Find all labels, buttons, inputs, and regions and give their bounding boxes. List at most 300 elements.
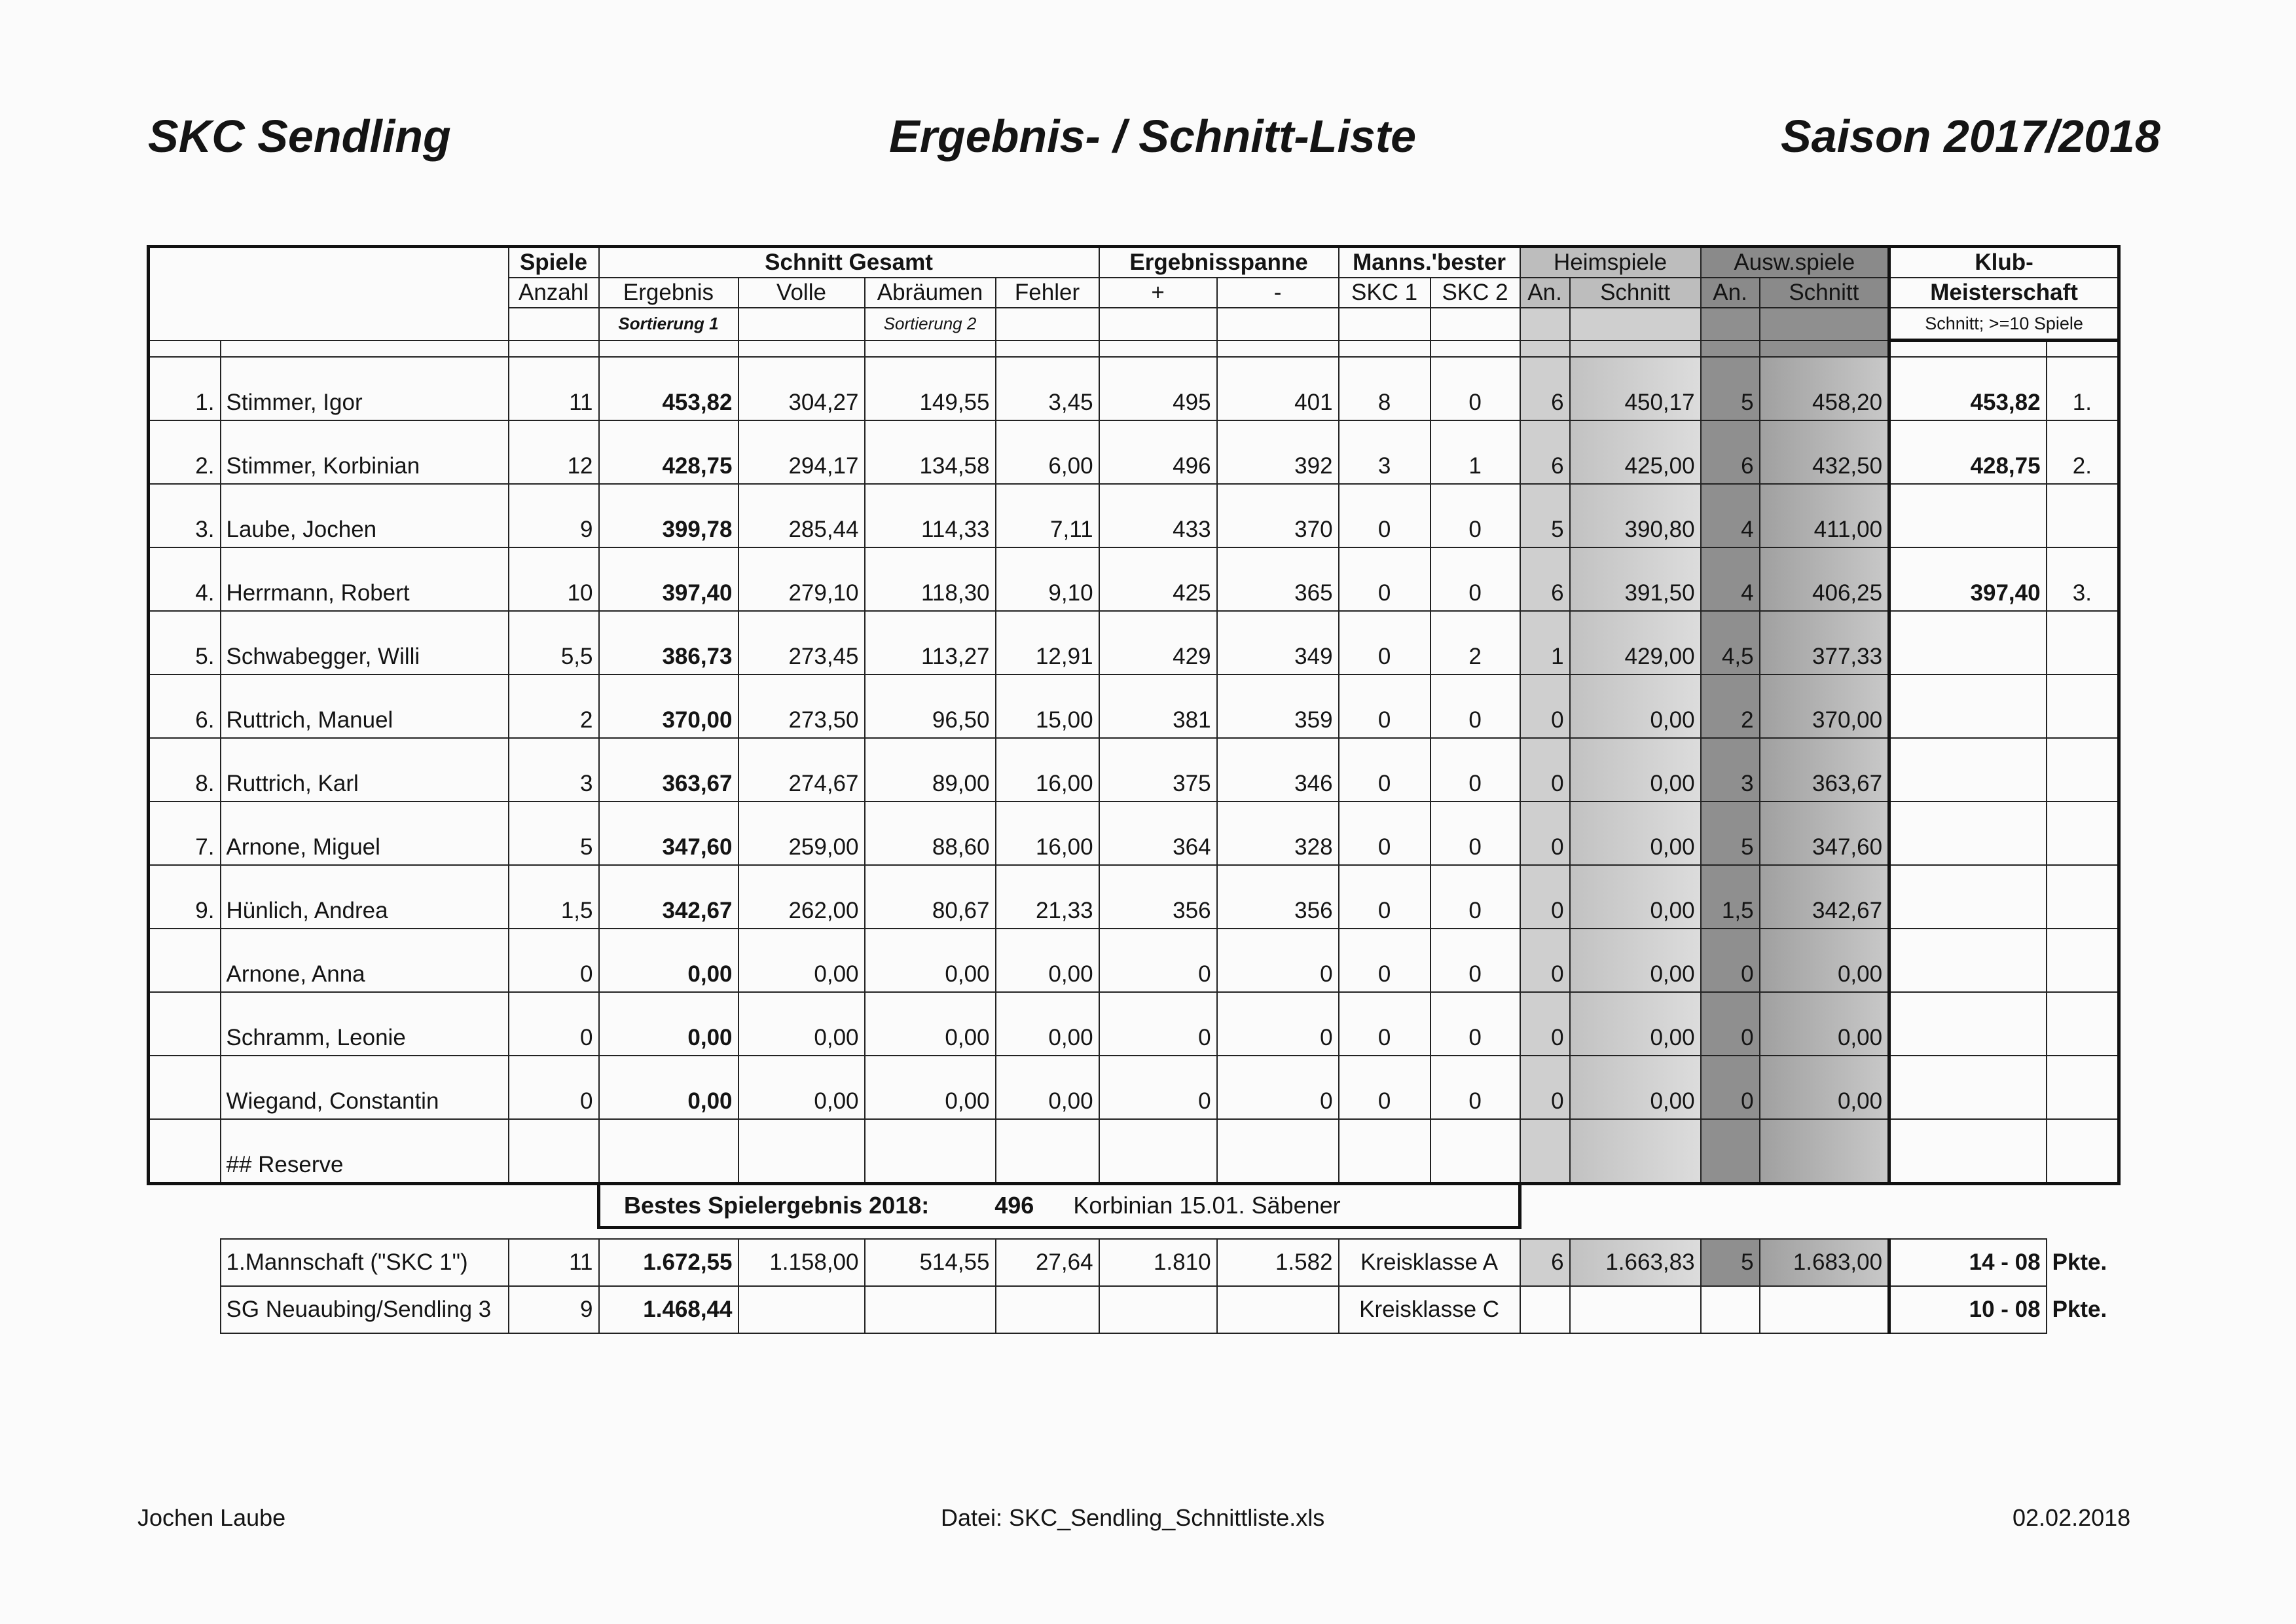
player-skc2: 0 — [1430, 802, 1520, 865]
empty-cell — [1520, 1184, 1570, 1228]
player-heim-an: 6 — [1520, 547, 1570, 611]
player-klub-schnitt — [1889, 929, 2047, 992]
player-spiele: 0 — [509, 992, 599, 1056]
empty-cell — [149, 1184, 221, 1228]
player-name: Schwabegger, Willi — [221, 611, 509, 674]
player-plus: 433 — [1099, 484, 1217, 547]
player-ergebnis: 0,00 — [599, 992, 738, 1056]
footer-author: Jochen Laube — [137, 1504, 286, 1531]
spacer-cell — [1570, 1228, 1701, 1240]
empty-cell — [1520, 1119, 1570, 1184]
player-ausw-an: 2 — [1701, 674, 1760, 738]
sub-skc1: SKC 1 — [1339, 278, 1430, 308]
player-rank: 8. — [149, 738, 221, 802]
player-klub-rang: 3. — [2047, 547, 2119, 611]
footer-file: Datei: SKC_Sendling_Schnittliste.xls — [941, 1504, 1325, 1531]
player-heim-schnitt: 0,00 — [1570, 802, 1701, 865]
player-name: Arnone, Miguel — [221, 802, 509, 865]
player-ergebnis: 0,00 — [599, 929, 738, 992]
player-skc1: 0 — [1339, 547, 1430, 611]
player-minus: 346 — [1217, 738, 1339, 802]
player-ausw-schnitt: 432,50 — [1760, 420, 1889, 484]
team-fehler — [996, 1286, 1099, 1333]
player-abraeumen: 0,00 — [865, 929, 996, 992]
spacer-cell — [1339, 1228, 1430, 1240]
sub-volle: Volle — [738, 278, 865, 308]
player-ausw-an: 6 — [1701, 420, 1760, 484]
player-heim-an: 1 — [1520, 611, 1570, 674]
player-abraeumen: 134,58 — [865, 420, 996, 484]
team-name: SG Neuaubing/Sendling 3 — [221, 1286, 509, 1333]
team-liga: Kreisklasse A — [1339, 1239, 1520, 1286]
player-klub-rang — [2047, 611, 2119, 674]
spacer-cell — [865, 341, 996, 358]
player-plus: 0 — [1099, 929, 1217, 992]
player-ausw-schnitt: 0,00 — [1760, 1056, 1889, 1119]
player-klub-rang: 1. — [2047, 357, 2119, 420]
best-value: 496 — [994, 1192, 1034, 1219]
empty-cell — [1889, 1184, 2047, 1228]
team-ausw-schnitt — [1760, 1286, 1889, 1333]
team-ergebnis: 1.468,44 — [599, 1286, 738, 1333]
player-ergebnis: 0,00 — [599, 1056, 738, 1119]
spacer-cell — [1099, 341, 1217, 358]
player-minus: 0 — [1217, 929, 1339, 992]
best-label: Bestes Spielergebnis 2018: — [624, 1192, 930, 1219]
player-skc1: 0 — [1339, 484, 1430, 547]
player-rank: 4. — [149, 547, 221, 611]
player-ausw-an: 0 — [1701, 929, 1760, 992]
player-row — [149, 738, 2119, 802]
player-ausw-schnitt: 406,25 — [1760, 547, 1889, 611]
team-pkte-label: Pkte. — [2052, 1297, 2107, 1322]
player-heim-schnitt: 429,00 — [1570, 611, 1701, 674]
klub-note: Schnitt; >=10 Spiele — [1889, 308, 2119, 341]
player-row — [149, 484, 2119, 547]
player-fehler: 7,11 — [996, 484, 1099, 547]
spacer-cell — [1339, 341, 1430, 358]
empty-cell — [1099, 1119, 1217, 1184]
group-schnitt-gesamt: Schnitt Gesamt — [599, 247, 1099, 278]
player-row — [149, 420, 2119, 484]
player-ausw-schnitt: 347,60 — [1760, 802, 1889, 865]
player-spiele: 10 — [509, 547, 599, 611]
empty-cell — [509, 308, 599, 341]
player-spiele: 5,5 — [509, 611, 599, 674]
player-fehler: 21,33 — [996, 865, 1099, 929]
empty-cell — [221, 1184, 509, 1228]
player-ergebnis: 428,75 — [599, 420, 738, 484]
empty-cell — [509, 1184, 599, 1228]
empty-cell — [996, 1119, 1099, 1184]
empty-cell — [1217, 1119, 1339, 1184]
player-fehler: 0,00 — [996, 929, 1099, 992]
best-detail: Korbinian 15.01. Säbener — [1073, 1192, 1341, 1219]
sub-meisterschaft: Meisterschaft — [1889, 278, 2119, 308]
player-ausw-an: 4 — [1701, 484, 1760, 547]
team-heim-schnitt: 1.663,83 — [1570, 1239, 1701, 1286]
player-spiele: 0 — [509, 929, 599, 992]
player-klub-schnitt — [1889, 484, 2047, 547]
team-minus — [1217, 1286, 1339, 1333]
player-volle: 273,45 — [738, 611, 865, 674]
spacer-cell — [2047, 341, 2119, 358]
player-minus: 356 — [1217, 865, 1339, 929]
spacer-cell — [1570, 341, 1701, 358]
spacer-cell — [1099, 1228, 1217, 1240]
player-minus: 365 — [1217, 547, 1339, 611]
player-minus: 0 — [1217, 992, 1339, 1056]
player-row — [149, 1056, 2119, 1119]
player-skc2: 0 — [1430, 1056, 1520, 1119]
spacer-cell — [1760, 1228, 1889, 1240]
player-heim-schnitt: 0,00 — [1570, 992, 1701, 1056]
player-minus: 349 — [1217, 611, 1339, 674]
spacer-cell — [221, 341, 509, 358]
player-name: Stimmer, Igor — [221, 357, 509, 420]
player-volle: 273,50 — [738, 674, 865, 738]
player-plus: 0 — [1099, 1056, 1217, 1119]
spacer-cell — [599, 1228, 738, 1240]
group-mannsbester: Manns.'bester — [1339, 247, 1520, 278]
player-klub-rang — [2047, 484, 2119, 547]
player-skc1: 8 — [1339, 357, 1430, 420]
player-fehler: 0,00 — [996, 992, 1099, 1056]
player-minus: 392 — [1217, 420, 1339, 484]
player-ergebnis: 342,67 — [599, 865, 738, 929]
spacer-cell — [996, 341, 1099, 358]
team-heim-schnitt — [1570, 1286, 1701, 1333]
player-minus: 370 — [1217, 484, 1339, 547]
player-abraeumen: 80,67 — [865, 865, 996, 929]
empty-cell — [1701, 1184, 1760, 1228]
player-plus: 356 — [1099, 865, 1217, 929]
sub-heim-schnitt: Schnitt — [1570, 278, 1701, 308]
team-pkte-label: Pkte. — [2052, 1249, 2107, 1275]
player-spiele: 11 — [509, 357, 599, 420]
sub-anzahl: Anzahl — [509, 278, 599, 308]
spacer-cell — [1520, 341, 1570, 358]
player-klub-schnitt: 397,40 — [1889, 547, 2047, 611]
spacer-cell — [509, 1228, 599, 1240]
player-ausw-an: 4,5 — [1701, 611, 1760, 674]
player-volle: 279,10 — [738, 547, 865, 611]
club-name: SKC Sendling — [148, 111, 451, 162]
player-fehler: 16,00 — [996, 802, 1099, 865]
player-klub-rang — [2047, 802, 2119, 865]
player-rank — [149, 929, 221, 992]
season-label: Saison 2017/2018 — [1781, 111, 2160, 162]
player-ausw-schnitt: 363,67 — [1760, 738, 1889, 802]
player-ergebnis: 347,60 — [599, 802, 738, 865]
empty-cell — [1430, 1119, 1520, 1184]
player-row — [149, 611, 2119, 674]
player-spiele: 9 — [509, 484, 599, 547]
empty-cell — [1520, 308, 1570, 341]
player-ergebnis: 399,78 — [599, 484, 738, 547]
spacer-cell — [1701, 1228, 1760, 1240]
empty-cell — [996, 308, 1099, 341]
spacer-cell — [738, 341, 865, 358]
player-rank — [149, 1056, 221, 1119]
sub-fehler: Fehler — [996, 278, 1099, 308]
player-klub-schnitt — [1889, 802, 2047, 865]
player-klub-rang — [2047, 738, 2119, 802]
player-ausw-an: 3 — [1701, 738, 1760, 802]
player-rank — [149, 992, 221, 1056]
player-heim-schnitt: 0,00 — [1570, 865, 1701, 929]
spacer-cell — [865, 1228, 996, 1240]
player-skc2: 0 — [1430, 547, 1520, 611]
group-spiele: Spiele — [509, 247, 599, 278]
player-volle: 0,00 — [738, 992, 865, 1056]
corner-cell — [149, 247, 509, 341]
player-row — [149, 992, 2119, 1056]
player-skc1: 0 — [1339, 992, 1430, 1056]
player-row — [149, 802, 2119, 865]
player-skc1: 0 — [1339, 738, 1430, 802]
player-klub-schnitt — [1889, 674, 2047, 738]
empty-cell — [1760, 1119, 1889, 1184]
player-fehler: 6,00 — [996, 420, 1099, 484]
player-name: Schramm, Leonie — [221, 992, 509, 1056]
player-abraeumen: 88,60 — [865, 802, 996, 865]
player-name: Wiegand, Constantin — [221, 1056, 509, 1119]
empty-cell — [1217, 308, 1339, 341]
player-row — [149, 357, 2119, 420]
player-skc2: 0 — [1430, 738, 1520, 802]
player-skc2: 0 — [1430, 992, 1520, 1056]
player-ausw-an: 5 — [1701, 802, 1760, 865]
player-abraeumen: 118,30 — [865, 547, 996, 611]
player-spiele: 0 — [509, 1056, 599, 1119]
sub-heim-an: An. — [1520, 278, 1570, 308]
empty-cell — [149, 1286, 221, 1333]
player-heim-an: 0 — [1520, 865, 1570, 929]
player-spiele: 2 — [509, 674, 599, 738]
player-name: Ruttrich, Manuel — [221, 674, 509, 738]
player-klub-schnitt — [1889, 1056, 2047, 1119]
group-heimspiele: Heimspiele — [1520, 247, 1701, 278]
player-spiele: 3 — [509, 738, 599, 802]
player-name: Hünlich, Andrea — [221, 865, 509, 929]
player-abraeumen: 89,00 — [865, 738, 996, 802]
spacer-cell — [149, 1228, 221, 1240]
empty-cell — [1570, 1119, 1701, 1184]
player-ausw-schnitt: 370,00 — [1760, 674, 1889, 738]
team-ausw-an — [1701, 1286, 1760, 1333]
player-skc2: 0 — [1430, 357, 1520, 420]
team-row — [149, 1286, 2119, 1333]
player-plus: 364 — [1099, 802, 1217, 865]
player-spiele: 5 — [509, 802, 599, 865]
team-name: 1.Mannschaft ("SKC 1") — [221, 1239, 509, 1286]
empty-cell — [1570, 1184, 1701, 1228]
empty-cell — [149, 1119, 221, 1184]
team-volle: 1.158,00 — [738, 1239, 865, 1286]
empty-cell — [1760, 1184, 1889, 1228]
player-klub-rang: 2. — [2047, 420, 2119, 484]
player-heim-an: 6 — [1520, 357, 1570, 420]
player-minus: 359 — [1217, 674, 1339, 738]
sort-label-1: Sortierung 1 — [599, 308, 738, 341]
player-plus: 425 — [1099, 547, 1217, 611]
player-fehler: 9,10 — [996, 547, 1099, 611]
spacer-cell — [1889, 1228, 2047, 1240]
team-ergebnis: 1.672,55 — [599, 1239, 738, 1286]
player-row — [149, 929, 2119, 992]
empty-cell — [2047, 1184, 2119, 1228]
team-spiele: 9 — [509, 1286, 599, 1333]
player-minus: 401 — [1217, 357, 1339, 420]
player-name: Herrmann, Robert — [221, 547, 509, 611]
empty-cell — [1430, 308, 1520, 341]
player-heim-schnitt: 0,00 — [1570, 738, 1701, 802]
spacer-cell — [221, 1228, 509, 1240]
player-heim-schnitt: 0,00 — [1570, 1056, 1701, 1119]
player-name: Stimmer, Korbinian — [221, 420, 509, 484]
spacer-cell — [996, 1228, 1099, 1240]
player-rank: 5. — [149, 611, 221, 674]
empty-cell — [509, 1119, 599, 1184]
empty-cell — [738, 308, 865, 341]
player-skc2: 1 — [1430, 420, 1520, 484]
player-heim-schnitt: 425,00 — [1570, 420, 1701, 484]
player-spiele: 1,5 — [509, 865, 599, 929]
player-minus: 328 — [1217, 802, 1339, 865]
player-skc2: 0 — [1430, 484, 1520, 547]
player-volle: 274,67 — [738, 738, 865, 802]
team-abraeumen — [865, 1286, 996, 1333]
empty-cell — [1339, 308, 1430, 341]
player-rank: 9. — [149, 865, 221, 929]
player-row — [149, 547, 2119, 611]
empty-cell — [1701, 1119, 1760, 1184]
results-table — [147, 245, 2121, 1334]
spacer-cell — [599, 341, 738, 358]
empty-cell — [1760, 308, 1889, 341]
player-ausw-schnitt: 0,00 — [1760, 929, 1889, 992]
team-plus — [1099, 1286, 1217, 1333]
empty-cell — [1099, 308, 1217, 341]
player-skc1: 0 — [1339, 865, 1430, 929]
player-volle: 0,00 — [738, 929, 865, 992]
player-heim-an: 0 — [1520, 802, 1570, 865]
player-skc1: 0 — [1339, 1056, 1430, 1119]
spacer-cell — [2047, 1228, 2119, 1240]
sub-ergebnis: Ergebnis — [599, 278, 738, 308]
player-volle: 285,44 — [738, 484, 865, 547]
sub-ausw-an: An. — [1701, 278, 1760, 308]
player-name: Laube, Jochen — [221, 484, 509, 547]
player-ergebnis: 386,73 — [599, 611, 738, 674]
player-heim-schnitt: 391,50 — [1570, 547, 1701, 611]
spacer-cell — [1217, 1228, 1339, 1240]
spacer-cell — [1701, 341, 1760, 358]
player-heim-an: 0 — [1520, 1056, 1570, 1119]
team-ausw-schnitt: 1.683,00 — [1760, 1239, 1889, 1286]
player-skc2: 2 — [1430, 611, 1520, 674]
player-klub-rang — [2047, 992, 2119, 1056]
player-klub-rang — [2047, 1056, 2119, 1119]
player-skc1: 0 — [1339, 802, 1430, 865]
player-ausw-schnitt: 0,00 — [1760, 992, 1889, 1056]
player-skc1: 0 — [1339, 611, 1430, 674]
player-skc1: 0 — [1339, 674, 1430, 738]
player-heim-schnitt: 390,80 — [1570, 484, 1701, 547]
player-klub-schnitt — [1889, 738, 2047, 802]
footer-date: 02.02.2018 — [2013, 1504, 2131, 1531]
player-klub-rang — [2047, 865, 2119, 929]
document-title: Ergebnis- / Schnitt-Liste — [889, 111, 1417, 162]
player-ausw-an: 5 — [1701, 357, 1760, 420]
player-ausw-schnitt: 458,20 — [1760, 357, 1889, 420]
player-heim-schnitt: 0,00 — [1570, 674, 1701, 738]
player-abraeumen: 0,00 — [865, 992, 996, 1056]
player-skc2: 0 — [1430, 865, 1520, 929]
player-ausw-an: 0 — [1701, 992, 1760, 1056]
group-ergebnisspanne: Ergebnisspanne — [1099, 247, 1339, 278]
player-ergebnis: 453,82 — [599, 357, 738, 420]
team-heim-an — [1520, 1286, 1570, 1333]
spacer-cell — [738, 1228, 865, 1240]
empty-cell — [1889, 1119, 2047, 1184]
player-fehler: 3,45 — [996, 357, 1099, 420]
player-volle: 294,17 — [738, 420, 865, 484]
player-skc1: 0 — [1339, 929, 1430, 992]
player-rank: 3. — [149, 484, 221, 547]
player-klub-schnitt — [1889, 992, 2047, 1056]
spacer-cell — [1889, 341, 2047, 358]
player-skc1: 3 — [1339, 420, 1430, 484]
team-volle — [738, 1286, 865, 1333]
player-volle: 0,00 — [738, 1056, 865, 1119]
team-ausw-an: 5 — [1701, 1239, 1760, 1286]
spacer-cell — [509, 341, 599, 358]
sub-plus: + — [1099, 278, 1217, 308]
player-ausw-an: 0 — [1701, 1056, 1760, 1119]
empty-cell — [149, 1239, 221, 1286]
player-heim-an: 0 — [1520, 738, 1570, 802]
player-klub-schnitt — [1889, 611, 2047, 674]
sub-abraeumen: Abräumen — [865, 278, 996, 308]
player-plus: 429 — [1099, 611, 1217, 674]
player-ausw-schnitt: 377,33 — [1760, 611, 1889, 674]
sub-minus: - — [1217, 278, 1339, 308]
player-abraeumen: 113,27 — [865, 611, 996, 674]
player-heim-an: 5 — [1520, 484, 1570, 547]
player-heim-an: 6 — [1520, 420, 1570, 484]
team-punkte: 10 - 08 — [1889, 1286, 2047, 1333]
player-klub-schnitt — [1889, 865, 2047, 929]
player-abraeumen: 0,00 — [865, 1056, 996, 1119]
player-ausw-schnitt: 411,00 — [1760, 484, 1889, 547]
player-heim-an: 0 — [1520, 992, 1570, 1056]
sub-ausw-schnitt: Schnitt — [1760, 278, 1889, 308]
player-row — [149, 865, 2119, 929]
player-klub-rang — [2047, 674, 2119, 738]
player-volle: 259,00 — [738, 802, 865, 865]
group-auswspiele: Ausw.spiele — [1701, 247, 1889, 278]
player-rank: 2. — [149, 420, 221, 484]
player-ergebnis: 397,40 — [599, 547, 738, 611]
spacer-cell — [1430, 341, 1520, 358]
player-plus: 381 — [1099, 674, 1217, 738]
team-minus: 1.582 — [1217, 1239, 1339, 1286]
team-punkte: 14 - 08 — [1889, 1239, 2047, 1286]
empty-cell — [865, 1119, 996, 1184]
team-liga: Kreisklasse C — [1339, 1286, 1520, 1333]
